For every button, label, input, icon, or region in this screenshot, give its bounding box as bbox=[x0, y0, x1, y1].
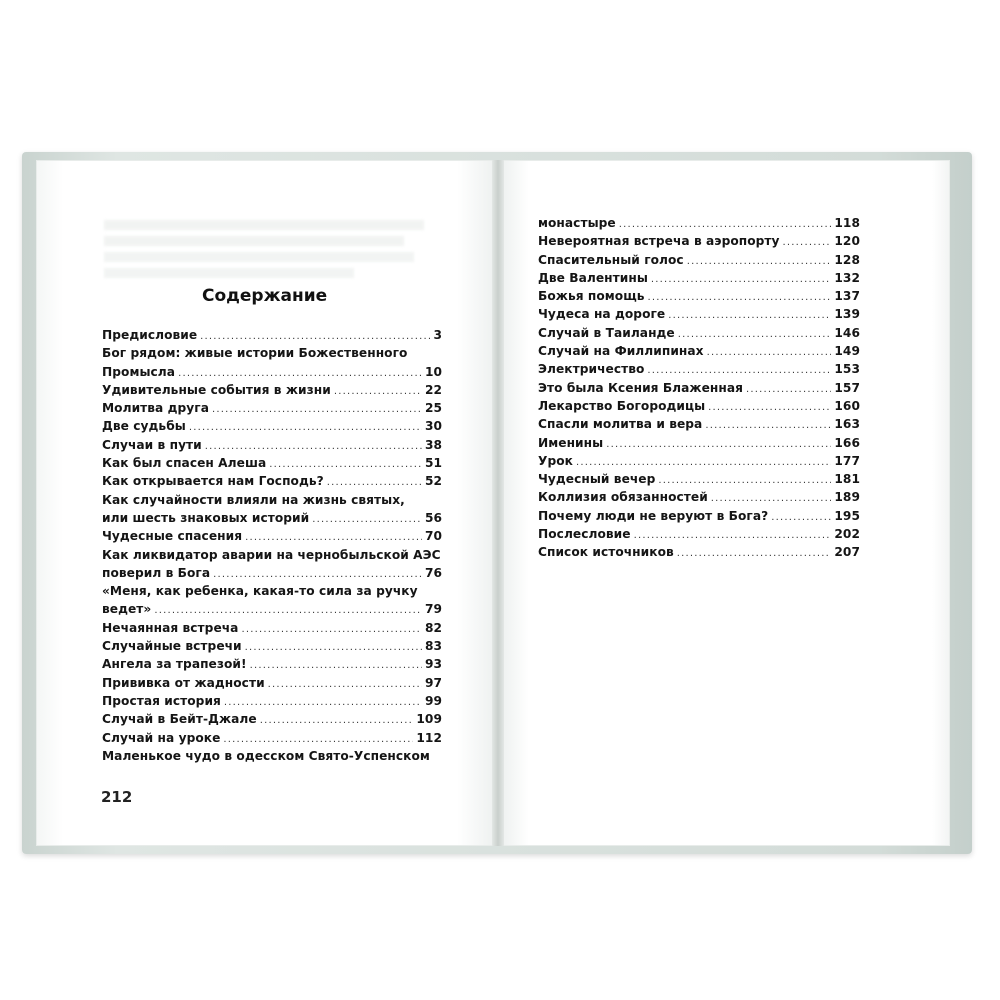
toc-entry-page: 160 bbox=[834, 398, 860, 413]
toc-leader-dots bbox=[707, 344, 832, 362]
toc-leader-dots bbox=[687, 253, 832, 271]
toc-entry-title: Две Валентины bbox=[538, 270, 648, 285]
toc-entry bbox=[102, 454, 442, 472]
toc-leader-dots bbox=[705, 417, 831, 435]
toc-entry-page: 120 bbox=[834, 234, 860, 249]
toc-entry-page: 163 bbox=[834, 417, 860, 432]
toc-entry-page: 52 bbox=[424, 474, 442, 489]
toc-entry-page: 177 bbox=[834, 453, 860, 468]
toc-entry-page: 153 bbox=[834, 362, 860, 377]
toc-entry-title: монастыре bbox=[538, 216, 616, 230]
toc-entry-title: Как ликвидатор аварии на чернобыльской АЭС bbox=[102, 547, 441, 562]
toc-entry-page: 82 bbox=[424, 620, 442, 635]
toc-entry bbox=[102, 546, 442, 564]
toc-leader-dots bbox=[268, 676, 422, 694]
toc-entry-title: Как случайности влияли на жизнь святых, bbox=[102, 492, 405, 507]
toc-entry bbox=[102, 326, 442, 344]
toc-leader-dots bbox=[677, 545, 832, 563]
toc-entry-page: 10 bbox=[424, 364, 442, 379]
toc-leader-dots bbox=[312, 511, 422, 529]
toc-left-list bbox=[102, 326, 442, 765]
toc-entry bbox=[538, 287, 860, 305]
toc-leader-dots bbox=[241, 621, 421, 639]
toc-entry bbox=[538, 397, 860, 415]
toc-entry-page: 93 bbox=[424, 657, 442, 672]
toc-entry-title: Как открывается нам Господь? bbox=[102, 474, 324, 489]
toc-entry bbox=[102, 564, 442, 582]
toc-entry-page: 79 bbox=[424, 602, 442, 617]
page-number: 212 bbox=[101, 788, 133, 806]
toc-entry bbox=[538, 251, 860, 269]
toc-entry bbox=[102, 710, 442, 728]
toc-entry-page: 128 bbox=[834, 252, 860, 267]
toc-entry bbox=[102, 344, 442, 362]
toc-entry-title: Спасительный голос bbox=[538, 252, 684, 267]
toc-entry-page: 22 bbox=[424, 382, 442, 397]
toc-entry bbox=[102, 472, 442, 490]
toc-entry-page: 3 bbox=[433, 328, 442, 342]
toc-leader-dots bbox=[771, 509, 831, 527]
toc-entry-title: Почему люди не веруют в Бога? bbox=[538, 508, 769, 523]
toc-entry-title: Список источников bbox=[538, 545, 674, 560]
toc-entry bbox=[102, 637, 442, 655]
toc-entry-title: Случайные встречи bbox=[102, 639, 242, 654]
toc-entry-page: 30 bbox=[424, 419, 442, 434]
toc-entry-page: 83 bbox=[424, 639, 442, 654]
toc-leader-dots bbox=[647, 289, 831, 307]
toc-entry-title: Случай на уроке bbox=[102, 730, 221, 745]
toc-entry bbox=[102, 600, 442, 618]
toc-leader-dots bbox=[668, 307, 831, 325]
toc-entry bbox=[102, 491, 442, 509]
toc-entry-title: поверил в Бога bbox=[102, 565, 211, 580]
toc-entry-page: 132 bbox=[834, 270, 860, 285]
toc-entry bbox=[102, 381, 442, 399]
toc-entry-page: 146 bbox=[834, 325, 860, 340]
toc-entry-page: 137 bbox=[834, 289, 860, 304]
toc-entry-title: ведет» bbox=[102, 602, 152, 617]
toc-entry-page: 112 bbox=[416, 730, 442, 745]
toc-entry-title: Случай в Таиланде bbox=[538, 325, 675, 340]
toc-entry-title: Нечаянная встреча bbox=[102, 620, 239, 635]
toc-leader-dots bbox=[334, 383, 422, 401]
toc-entry-page: 109 bbox=[416, 712, 442, 727]
toc-entry-page: 195 bbox=[834, 508, 860, 523]
toc-entry-title: Бог рядом: живые истории Божественного bbox=[102, 346, 408, 361]
toc-entry bbox=[102, 655, 442, 673]
toc-entry-page: 157 bbox=[834, 380, 860, 395]
toc-right-list bbox=[538, 214, 860, 562]
toc-entry bbox=[102, 729, 442, 747]
toc-entry-title: Спасли молитва и вера bbox=[538, 417, 703, 432]
toc-entry bbox=[102, 619, 442, 637]
toc-entry-title: Случай в Бейт-Джале bbox=[102, 712, 257, 727]
toc-entry bbox=[538, 324, 860, 342]
toc-entry-title: Чудеса на дороге bbox=[538, 307, 666, 322]
page-title: Содержание bbox=[202, 286, 328, 306]
toc-entry bbox=[102, 747, 442, 765]
toc-entry-page: 99 bbox=[424, 693, 442, 708]
toc-entry-page: 97 bbox=[424, 675, 442, 690]
toc-entry-page: 118 bbox=[834, 216, 860, 230]
toc-entry bbox=[538, 488, 860, 506]
toc-entry-title: Электричество bbox=[538, 362, 645, 377]
toc-entry bbox=[538, 525, 860, 543]
toc-entry bbox=[538, 543, 860, 561]
toc-entry-title: Удивительные события в жизни bbox=[102, 382, 331, 397]
toc-entry bbox=[538, 269, 860, 287]
toc-entry-page: 56 bbox=[424, 510, 442, 525]
toc-entry-title: Молитва друга bbox=[102, 401, 209, 416]
toc-entry-page: 51 bbox=[424, 456, 442, 471]
book-spine-gutter bbox=[492, 160, 504, 846]
toc-entry-title: Послесловие bbox=[538, 527, 631, 542]
toc-entry-title: Урок bbox=[538, 453, 573, 468]
toc-entry-page: 207 bbox=[834, 545, 860, 560]
toc-entry-title: Маленькое чудо в одесском Свято-Успенском bbox=[102, 748, 430, 763]
toc-leader-dots bbox=[606, 436, 831, 454]
toc-entry-page: 70 bbox=[424, 529, 442, 544]
show-through-text bbox=[104, 214, 434, 324]
toc-entry bbox=[538, 232, 860, 250]
toc-leader-dots bbox=[189, 419, 422, 437]
toc-leader-dots bbox=[250, 657, 422, 675]
toc-entry-title: Коллизия обязанностей bbox=[538, 490, 708, 505]
toc-entry-title: Две судьбы bbox=[102, 419, 186, 434]
toc-entry-title: Предисловие bbox=[102, 328, 198, 342]
toc-entry bbox=[538, 470, 860, 488]
toc-entry-title: Ангела за трапезой! bbox=[102, 657, 247, 672]
toc-entry bbox=[102, 363, 442, 381]
toc-entry-title: Лекарство Богородицы bbox=[538, 398, 706, 413]
toc-entry-page: 25 bbox=[424, 401, 442, 416]
toc-leader-dots bbox=[260, 712, 414, 730]
toc-leader-dots bbox=[746, 381, 831, 399]
toc-entry-title: Случай на Филлипинах bbox=[538, 344, 704, 359]
toc-entry-page: 189 bbox=[834, 490, 860, 505]
toc-entry-title: Чудесные спасения bbox=[102, 529, 243, 544]
toc-entry-title: Случаи в пути bbox=[102, 437, 202, 452]
toc-entry bbox=[538, 342, 860, 360]
toc-leader-dots bbox=[212, 401, 422, 419]
toc-entry-page: 166 bbox=[834, 435, 860, 450]
toc-entry-title: Божья помощь bbox=[538, 289, 645, 304]
toc-entry-title: или шесть знаковых историй bbox=[102, 510, 310, 525]
toc-entry bbox=[102, 527, 442, 545]
toc-entry bbox=[102, 436, 442, 454]
toc-entry bbox=[538, 305, 860, 323]
toc-entry bbox=[102, 399, 442, 417]
toc-entry-page: 139 bbox=[834, 307, 860, 322]
toc-entry bbox=[538, 434, 860, 452]
toc-entry bbox=[538, 507, 860, 525]
toc-entry-title: Как был спасен Алеша bbox=[102, 456, 267, 471]
toc-entry-title: Это была Ксения Блаженная bbox=[538, 380, 744, 395]
toc-leader-dots bbox=[708, 399, 831, 417]
toc-entry bbox=[102, 417, 442, 435]
toc-leader-dots bbox=[783, 234, 832, 252]
toc-entry bbox=[102, 674, 442, 692]
toc-entry-title: Именины bbox=[538, 435, 604, 450]
toc-entry bbox=[102, 692, 442, 710]
toc-entry bbox=[102, 509, 442, 527]
toc-entry-title: Простая история bbox=[102, 693, 221, 708]
toc-entry bbox=[538, 214, 860, 232]
toc-entry-page: 181 bbox=[834, 472, 860, 487]
toc-leader-dots bbox=[245, 639, 422, 657]
toc-entry bbox=[538, 360, 860, 378]
toc-leader-dots bbox=[651, 271, 832, 289]
toc-entry bbox=[538, 415, 860, 433]
toc-entry-page: 76 bbox=[424, 565, 442, 580]
toc-entry-title: Чудесный вечер bbox=[538, 472, 656, 487]
toc-entry-page: 202 bbox=[834, 527, 860, 542]
toc-entry-title: Невероятная встреча в аэропорту bbox=[538, 234, 780, 249]
toc-entry-page: 38 bbox=[424, 437, 442, 452]
toc-entry-title: «Меня, как ребенка, какая-то сила за ручку bbox=[102, 584, 418, 599]
toc-entry bbox=[538, 452, 860, 470]
toc-entry bbox=[102, 582, 442, 600]
toc-entry bbox=[538, 379, 860, 397]
toc-entry-page: 149 bbox=[834, 344, 860, 359]
toc-entry-title: Прививка от жадности bbox=[102, 675, 265, 690]
toc-entry-title: Промысла bbox=[102, 364, 176, 379]
